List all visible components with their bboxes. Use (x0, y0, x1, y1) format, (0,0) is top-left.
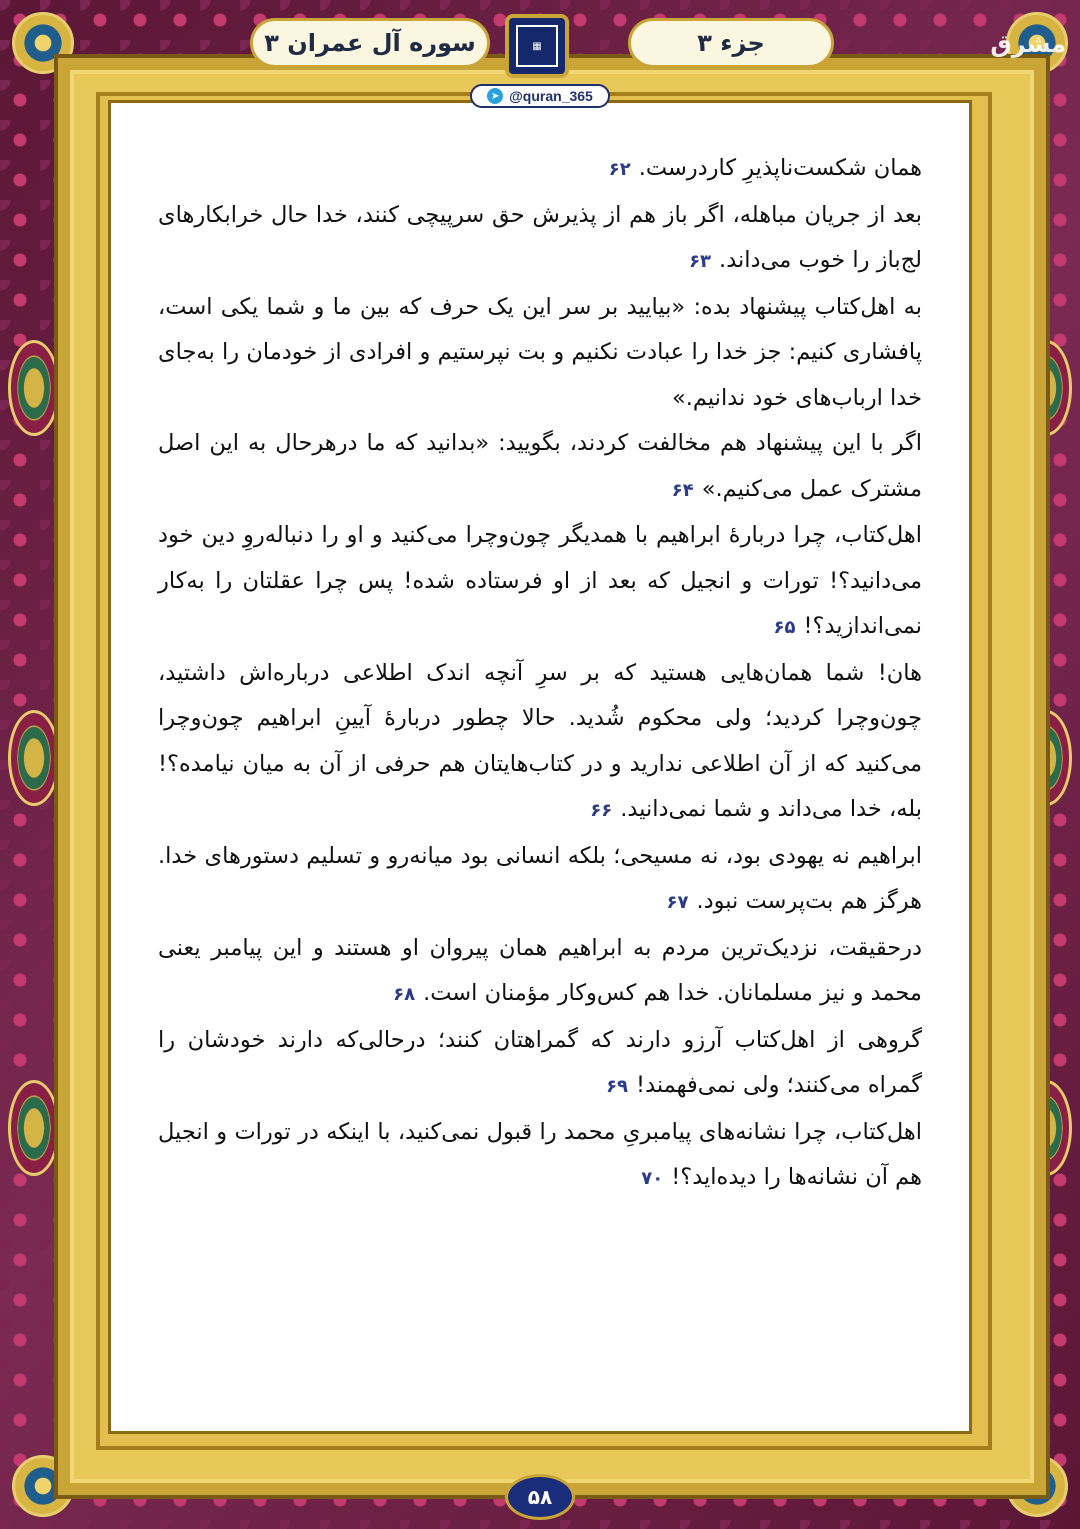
juz-label: جزء ۳ (697, 29, 765, 57)
calligraphy-icon: ▦ (516, 25, 558, 67)
side-medallion (8, 710, 60, 806)
paragraph: ابراهیم نه یهودی بود، نه مسیحی؛ بلکه انسانی بود میانه‌رو و تسلیم دستورهای خدا. هرگز هم بت‌پرست نبود.۶۷ (158, 834, 922, 926)
channel-handle[interactable] (470, 84, 610, 108)
surah-label: سوره آل عمران ۳ (264, 29, 476, 57)
ayah-number: ۶۳ (689, 251, 712, 272)
paragraph: درحقیقت، نزدیک‌ترین مردم به ابراهیم همان پیروان او هستند و این پیامبر یعنی محمد و نیز مسلمانان. خدا هم کس‌وکار مؤمنان است.۶۸ (158, 926, 922, 1018)
paragraph: همان شکست‌ناپذیرِ کاردرست.۶۲ (158, 146, 922, 193)
logo-emblem (505, 14, 569, 78)
side-medallion (8, 340, 60, 436)
paragraph: اگر با این پیشنهاد هم مخالفت کردند، بگویید: «بدانید که ما درهرحال به این اصل مشترک عمل می‌کنیم.»۶۴ (158, 421, 922, 513)
ayah-number: ۶۸ (393, 984, 416, 1005)
side-medallion (8, 1080, 60, 1176)
paragraph: به اهل‌کتاب پیشنهاد بده: «بیایید بر سر این یک حرف که بین ما و شما یکی است، پافشاری کنیم: جز خدا را عبادت نکنیم و بت نپرستیم و افرادی از خودمان را به‌جای خدا ارباب‌های خود ندانیم.» (158, 293, 922, 411)
watermark-logo: مشرق (990, 30, 1066, 58)
ayah-number: ۷۰ (641, 1168, 664, 1189)
ayah-number: ۶۹ (606, 1076, 629, 1097)
paragraph: هان! شما همان‌هایی هستید که بر سرِ آنچه اندک اطلاعی درباره‌اش داشتید، چون‌وچرا کردید؛ ولی محکوم شُدید. حالا چطور دربارهٔ آیینِ ابراهیم چون‌وچرا می‌کنید که از آن اطلاعی ندارید و در کتاب‌هایتان هم حرفی از آن به میان نیامده؟! بله، خدا می‌داند و شما نمی‌دانید.۶۶ (158, 651, 922, 834)
telegram-icon: ➤ (487, 88, 503, 104)
page-number: ۵۸ (527, 1485, 553, 1509)
page-number-badge (505, 1474, 575, 1520)
ayah-number: ۶۶ (590, 800, 613, 821)
paragraph: اهل‌کتاب، چرا دربارهٔ ابراهیم با همدیگر چون‌وچرا می‌کنید و او را دنباله‌روِ دین خود می‌دانید؟! تورات و انجیل که بعد از او فرستاده شده! پس چرا عقلتان را به‌کار نمی‌اندازید؟!۶۵ (158, 513, 922, 651)
juz-cartouche (628, 18, 834, 68)
handle-text: @quran_365 (509, 88, 593, 104)
paragraph: بعد از جریان مباهله، اگر باز هم از پذیرش حق سرپیچی کنند، خدا حال خرابکارهای لج‌باز را خوب می‌داند.۶۳ (158, 193, 922, 285)
ayah-number: ۶۲ (608, 159, 631, 180)
paragraph: اهل‌کتاب، چرا نشانه‌های پیامبریِ محمد را قبول نمی‌کنید، با اینکه در تورات و انجیل هم آن نشانه‌ها را دیده‌اید؟!۷۰ (158, 1110, 922, 1202)
ayah-number: ۶۵ (773, 617, 796, 638)
ayah-number: ۶۷ (666, 892, 689, 913)
translation-text (158, 146, 922, 1202)
paragraph: گروهی از اهل‌کتاب آرزو دارند که گمراهتان کنند؛ درحالی‌که دارند خودشان را گمراه می‌کنند؛ ولی نمی‌فهمند!۶۹ (158, 1018, 922, 1110)
ayah-number: ۶۴ (671, 479, 694, 501)
surah-cartouche (250, 18, 490, 68)
